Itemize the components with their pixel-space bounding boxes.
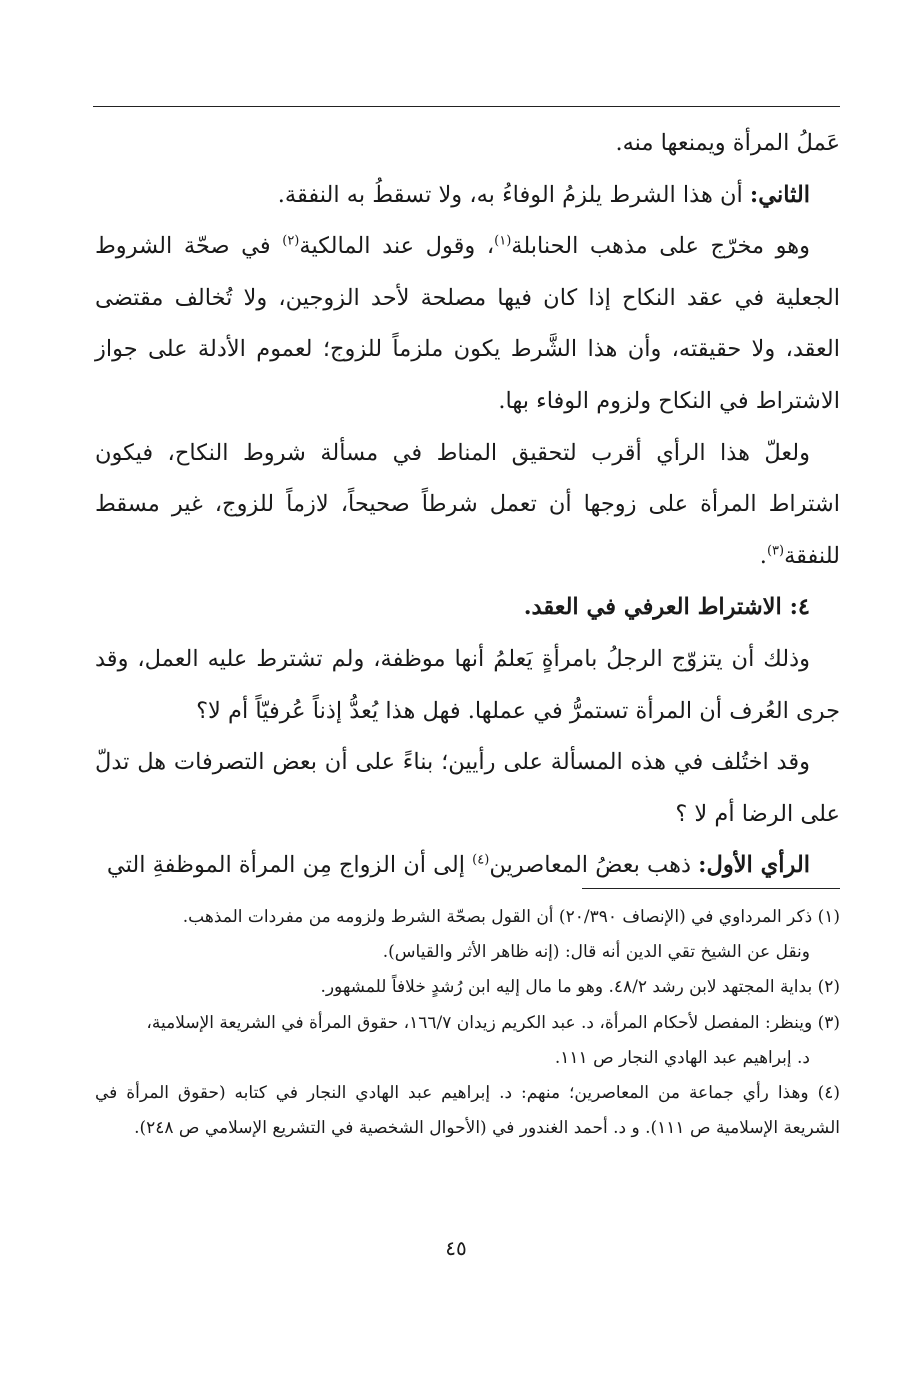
footnote-ref-3: (٣): [766, 543, 785, 559]
lead-second: الثاني:: [749, 181, 810, 208]
paragraph-6: وقد اختُلف في هذه المسألة على رأيين؛ بناءً على أن بعض التصرفات هل تدلّ على الرضا أم لا ؟: [95, 749, 840, 827]
footnote-ref-1: (١): [494, 233, 512, 249]
footnote-2: (٢) بداية المجتهد لابن رشد ٤٨/٢. وهو ما مال إليه ابن رُشدٍ خلافاً للمشهور.: [320, 977, 840, 998]
paragraph-3: وهو مخرّج على مذهب الحنابلة$^{(١)}$، وقول عند المالكية$^{(٢)}$ في صحّة الشروط الجعلية في عقد النكاح إذا كان فيها مصلحة لأحد الزوجين، ولا تُخالف مقتضى العقد، ولا حقيقته، وأن هذا الشَّرط يكون ملزماً للزوج؛ لعموم الأدلة على جواز الاشتراط في النكاح ولزوم الوفاء بها.: [95, 233, 840, 414]
footnote-3: (٣) وينظر: المفصل لأحكام المرأة، د. عبد الكريم زيدان ١٦٦/٧، حقوق المرأة في الشريعة الإسلامية،: [146, 1012, 840, 1033]
paragraph-4: ولعلّ هذا الرأي أقرب لتحقيق المناط في مسألة شروط النكاح، فيكون اشتراط المرأة على زوجها أن تعمل شرطاً صحيحاً، لازماً للزوج، غير مسقط للنفقة$^{(٣)}$.: [95, 439, 840, 569]
footnote-ref-4: (٤): [472, 852, 490, 868]
footnote-4: (٤) وهذا رأي جماعة من المعاصرين؛ منهم: د. إبراهيم عبد الهادي النجار في كتابه (حقوق المرأة في الشريعة الإسلامية ص ١١١). و د. أحمد الغندور في (الأحوال الشخصية في التشريع الإسلامي ص ٢٤٨).: [95, 1083, 840, 1139]
lead-first-opinion: الرأي الأول:: [698, 852, 810, 879]
section-heading: ٤: الاشتراط العرفي في العقد.: [523, 594, 810, 621]
paragraph-7: الرأي الأول: ذهب بعضُ المعاصرين$^{(٤)}$ إلى أن الزواج مِن المرأة الموظفةِ التي: [106, 852, 810, 879]
footnote-1: (١) ذكر المرداوي في (الإنصاف ٢٠/٣٩٠) أن القول بصحّة الشرط ولزومه من مفردات المذهب.: [182, 907, 840, 927]
footnote-1-continued: ونقل عن الشيخ تقي الدين أنه قال: (إنه ظاهر الأثر والقياس).: [382, 942, 810, 963]
page-number: ٤٥: [445, 1236, 467, 1260]
paragraph-2: الثاني: أن هذا الشرط يلزمُ الوفاءُ به، ولا تسقطُ به النفقة.: [277, 181, 810, 208]
paragraph-1: عَملُ المرأة ويمنعها منه.: [615, 130, 840, 156]
footnotes: [95, 900, 840, 1146]
footnote-3-continued: د. إبراهيم عبد الهادي النجار ص ١١١.: [554, 1047, 810, 1068]
paragraph-5: وذلك أن يتزوّج الرجلُ بامرأةٍ يَعلمُ أنها موظفة، ولم تشترط عليه العمل، وقد جرى العُرف أن المرأة تستمرُّ في عملها. فهل هذا يُعدُّ إذناً عُرفيّاً أم لا؟: [95, 645, 840, 724]
main-text: [95, 118, 840, 892]
footnote-ref-2: (٢): [282, 233, 300, 249]
top-rule: [93, 106, 840, 107]
footnote-rule: [582, 888, 840, 889]
